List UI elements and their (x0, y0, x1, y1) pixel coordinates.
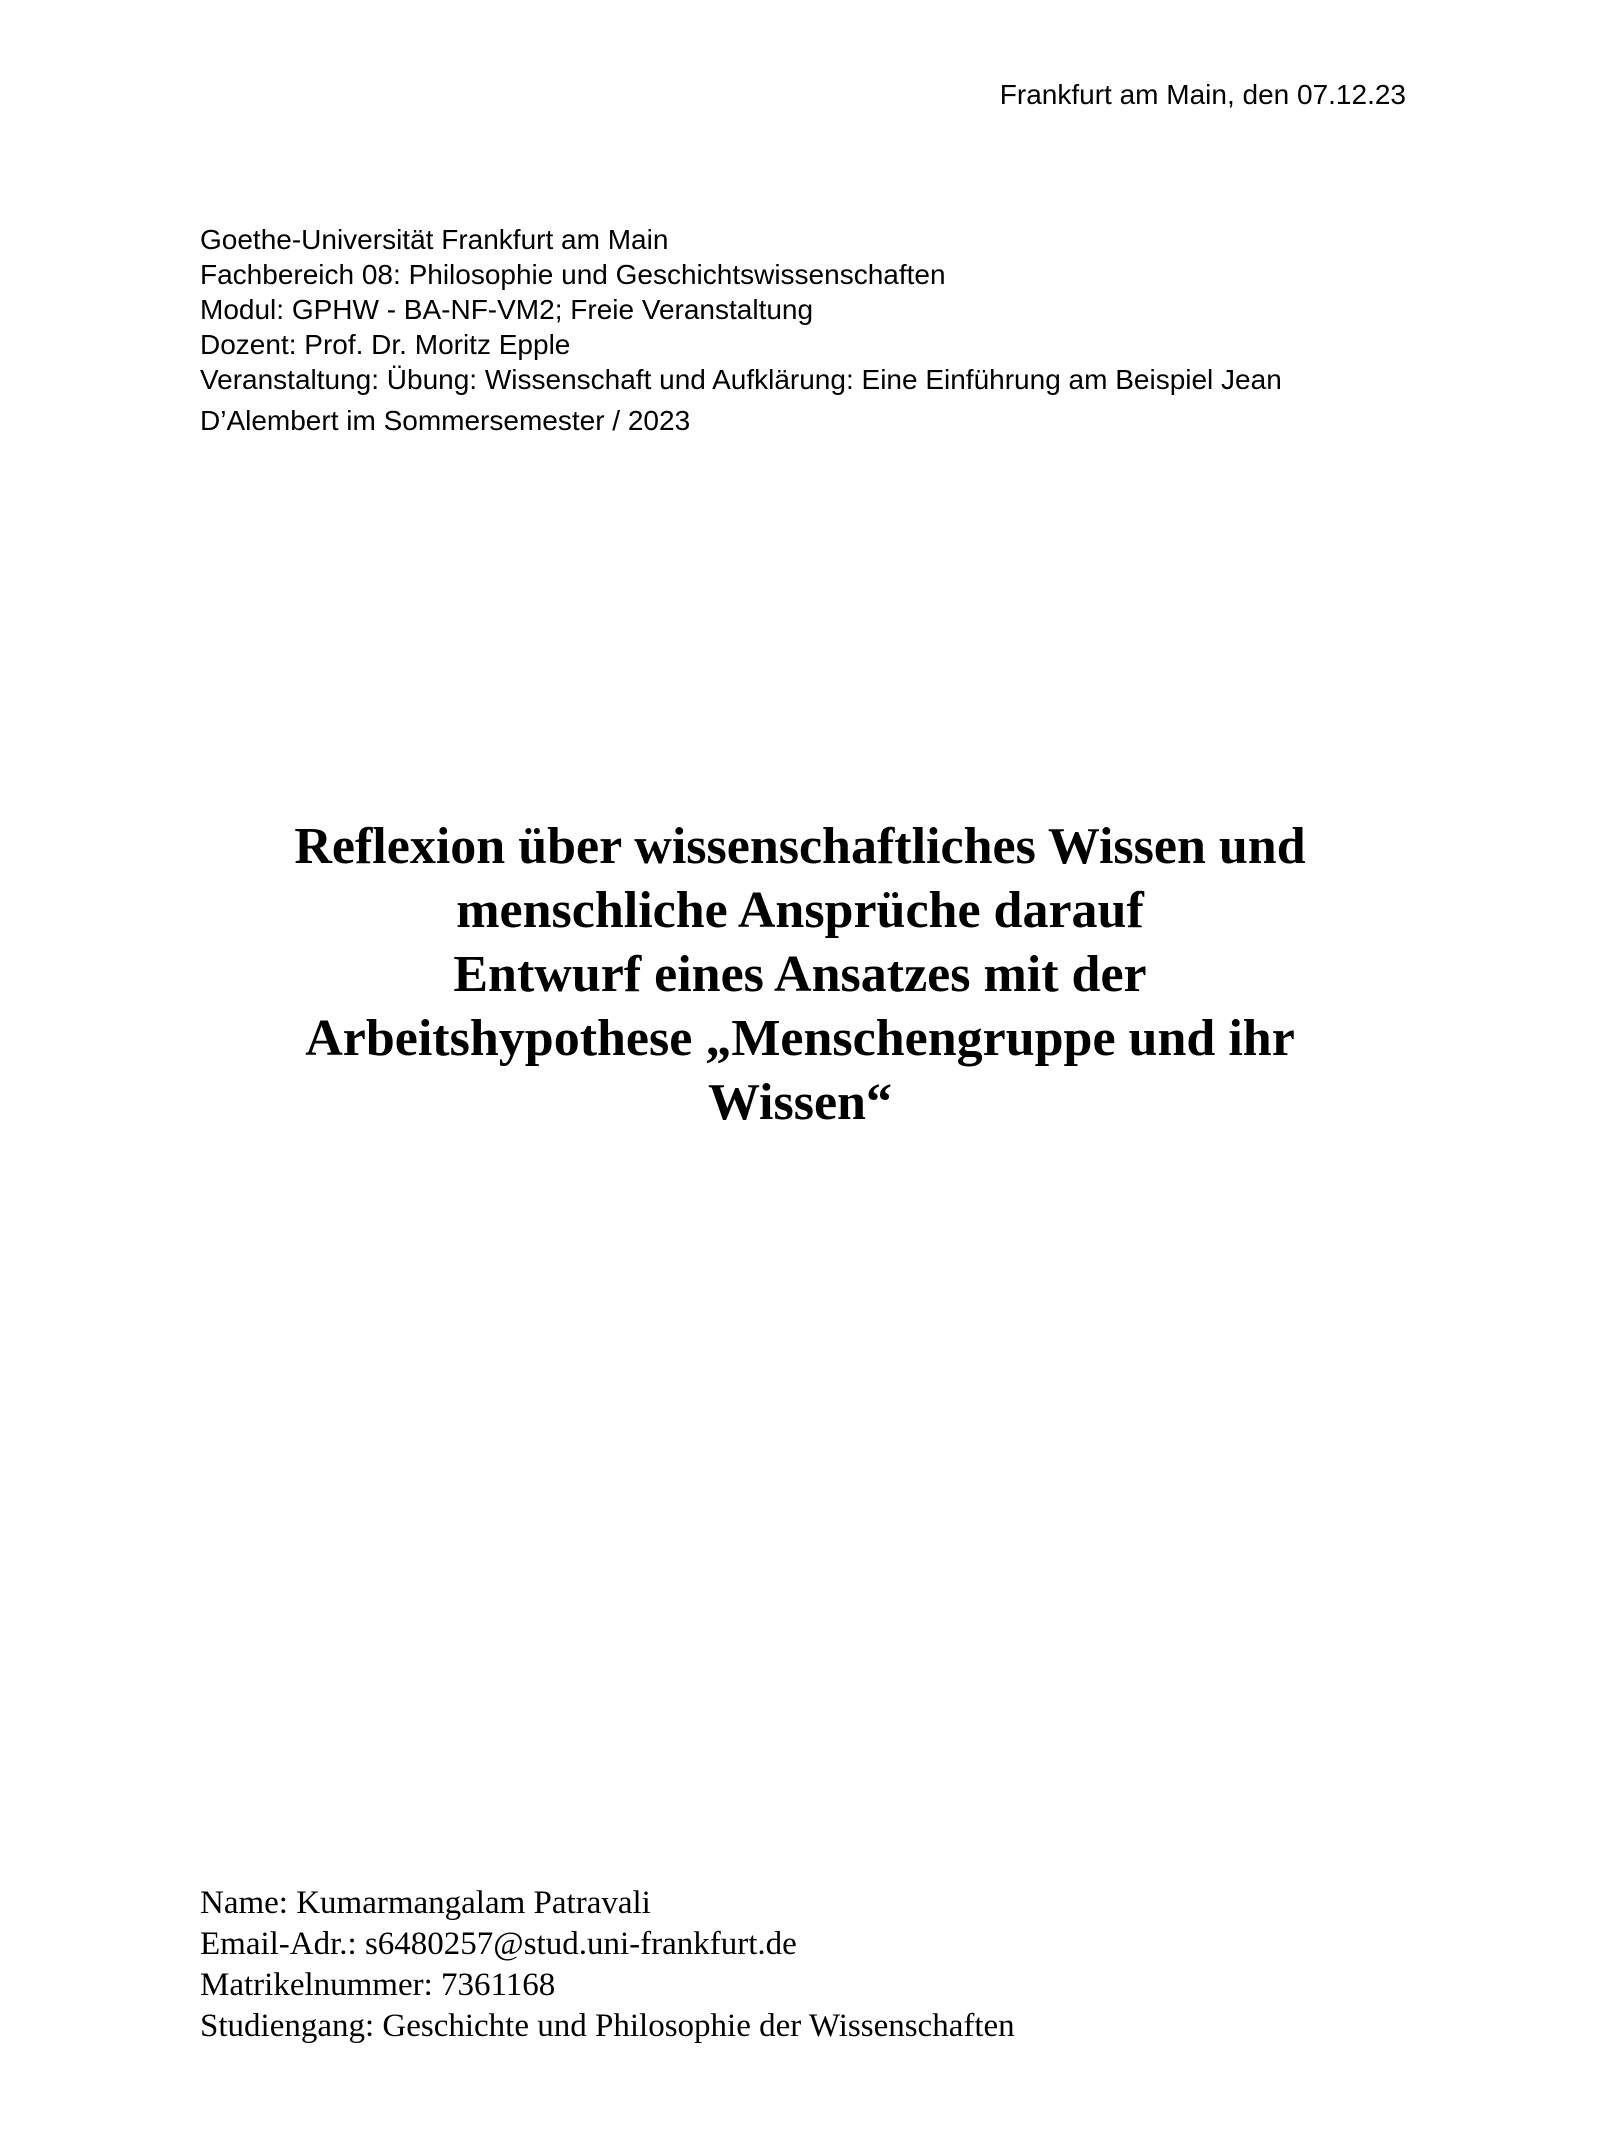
course-line: Veranstaltung: Übung: Wissenschaft und Aufklärung: Eine Einführung am Beispiel Jean (200, 364, 1282, 395)
author-name: Name: Kumarmangalam Patravali (200, 1885, 651, 1921)
author-matriculation: Matrikelnummer: 7361168 (200, 1967, 556, 2003)
course-line-continued: D’Alembert im Sommersemester / 2023 (200, 405, 691, 436)
title-line-1: Reflexion über wissenschaftliches Wissen und (294, 818, 1306, 875)
subtitle-line-3: Wissen“ (708, 1074, 892, 1131)
author-program: Studiengang: Geschichte und Philosophie der Wissenschaften (200, 2008, 1015, 2044)
subtitle-line-2: Arbeitshypothese „Menschengruppe und ihr (305, 1010, 1295, 1067)
title-line-2: menschliche Ansprüche darauf (456, 882, 1144, 939)
module-line: Modul: GPHW - BA-NF-VM2; Freie Veranstaltung (200, 294, 814, 325)
author-email: Email-Adr.: s6480257@stud.uni-frankfurt.de (200, 1926, 797, 1962)
header-block (200, 222, 1440, 438)
university-line: Goethe-Universität Frankfurt am Main (200, 224, 669, 255)
department-line: Fachbereich 08: Philosophie und Geschichtswissenschaften (200, 259, 946, 290)
date-line: Frankfurt am Main, den 07.12.23 (999, 79, 1406, 110)
subtitle-line-1: Entwurf eines Ansatzes mit der (453, 946, 1147, 1003)
lecturer-line: Dozent: Prof. Dr. Moritz Epple (200, 329, 571, 360)
author-info (200, 1883, 1440, 2047)
document-title (200, 815, 1400, 1135)
